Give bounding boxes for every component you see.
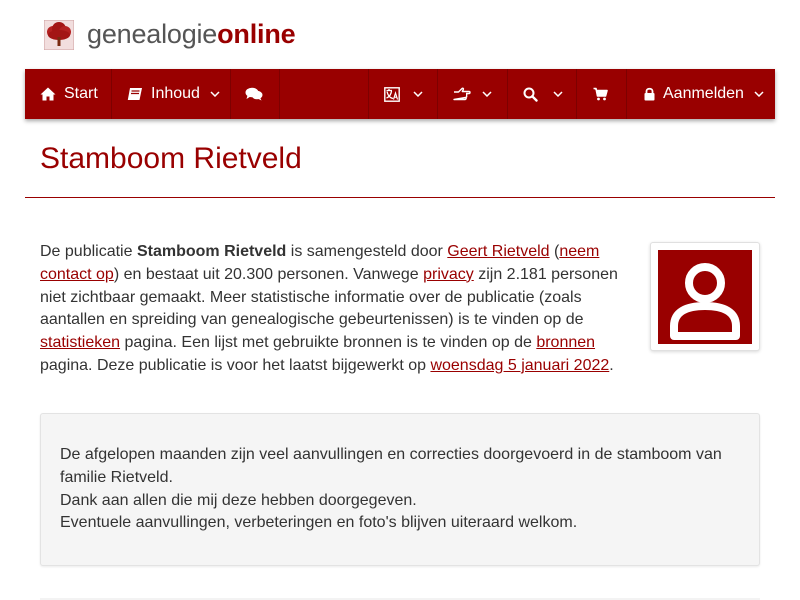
- nav-start[interactable]: [25, 69, 111, 119]
- intro-text: .: [609, 356, 614, 374]
- contact-link[interactable]: neem contact op: [40, 243, 600, 283]
- note-line: De afgelopen maanden zijn veel aanvullingen en correcties doorgevoerd in de stamboom van familie Rietveld.: [60, 446, 722, 486]
- hand-pointer-icon: [453, 87, 471, 101]
- privacy-link[interactable]: privacy: [423, 265, 474, 283]
- intro-text: pagina. Een lijst met gebruikte bronnen is te vinden op de: [120, 334, 537, 352]
- note-line: Dank aan allen die mij deze hebben doorgegeven.: [60, 491, 417, 509]
- chevron-down-icon: [553, 91, 563, 97]
- sources-link[interactable]: bronnen: [536, 334, 596, 352]
- nav-inhoud-label: Inhoud: [151, 85, 200, 102]
- title-divider: [25, 197, 775, 198]
- person-avatar-icon: [658, 250, 752, 344]
- main-navbar: [25, 69, 775, 119]
- language-icon: [384, 87, 400, 102]
- nav-search-menu[interactable]: [508, 69, 576, 119]
- tree-icon[interactable]: [44, 20, 74, 50]
- publication-name: Stamboom Rietveld: [136, 243, 287, 260]
- logo-part-genealogie: genealogie: [87, 19, 218, 49]
- nav-links-menu[interactable]: [438, 69, 507, 119]
- nav-shop-button[interactable]: [577, 69, 626, 119]
- chevron-down-icon: [482, 91, 492, 97]
- note-line: Eventuele aanvullingen, verbeteringen en foto's blijven uiteraard welkom.: [60, 514, 578, 532]
- statistics-link[interactable]: statistieken: [40, 334, 121, 352]
- last-updated-link[interactable]: woensdag 5 januari 2022: [430, 356, 610, 374]
- intro-text: (: [549, 243, 560, 260]
- chevron-down-icon: [210, 91, 220, 97]
- book-icon: [127, 87, 143, 101]
- intro-text: De publicatie: [40, 243, 137, 260]
- logo-part-online: online: [217, 19, 296, 49]
- nav-start-label: Start: [64, 85, 98, 102]
- home-icon: [40, 87, 56, 101]
- author-note: [40, 413, 760, 566]
- intro-text: pagina. Deze publicatie is voor het laatst bijgewerkt op: [40, 356, 431, 374]
- intro-text: is samengesteld door: [286, 243, 448, 260]
- cart-icon: [593, 87, 608, 101]
- nav-login[interactable]: [627, 69, 775, 119]
- comments-icon: [245, 87, 263, 101]
- intro-text: zijn 2.181 personen niet zichtbaar gemaakt. Meer statistische informatie over de publicatie (zoals aantallen en spreiding van genealogische gebeurtenissen) is te vinden op de: [40, 265, 618, 329]
- intro-text: ) en bestaat uit 20.300 personen. Vanwege: [113, 265, 424, 283]
- lock-icon: [644, 87, 655, 101]
- nav-separator: [279, 69, 280, 119]
- nav-forum-button[interactable]: [231, 69, 279, 119]
- nav-language-menu[interactable]: [369, 69, 437, 119]
- publication-avatar[interactable]: [650, 242, 760, 351]
- nav-inhoud[interactable]: [112, 69, 230, 119]
- chevron-down-icon: [754, 91, 764, 97]
- nav-login-label: Aanmelden: [663, 85, 744, 102]
- search-icon: [523, 87, 538, 102]
- chevron-down-icon: [413, 91, 423, 97]
- publication-intro: [40, 241, 640, 378]
- author-link[interactable]: Geert Rietveld: [447, 243, 550, 260]
- site-logo[interactable]: [87, 17, 295, 51]
- page-title: Stamboom Rietveld: [40, 142, 302, 175]
- site-header: [0, 0, 800, 69]
- avatar-background: [658, 250, 752, 344]
